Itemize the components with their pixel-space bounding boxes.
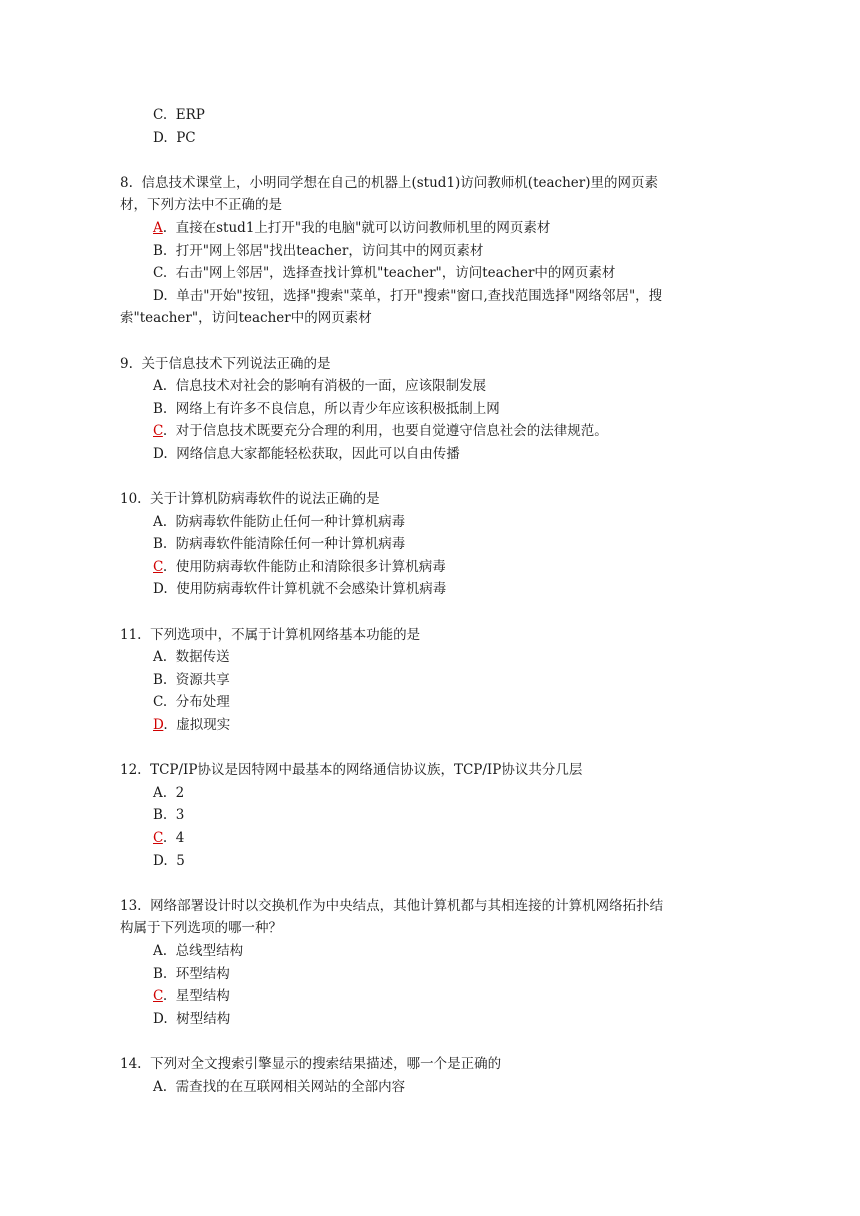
option-text: 2	[175, 784, 185, 801]
answer-letter: C	[153, 830, 163, 846]
option-separator: .	[163, 287, 177, 304]
question-block	[120, 1053, 740, 1098]
option-separator: .	[162, 242, 176, 259]
question-number: 8.	[120, 174, 133, 191]
option-text: 总线型结构	[175, 942, 244, 959]
previous-question-options	[120, 104, 740, 149]
option-text: 防病毒软件能清除任何一种计算机病毒	[175, 536, 406, 553]
option-row	[120, 375, 740, 398]
question-block	[120, 353, 740, 466]
answer-letter: D	[153, 717, 164, 734]
option-row	[120, 262, 740, 285]
option-text: 树型结构	[176, 1010, 231, 1027]
option-row	[120, 940, 740, 963]
option-letter: B	[153, 671, 163, 688]
question-number: 12.	[120, 762, 142, 779]
question-number: 11.	[120, 626, 142, 643]
question-text-continued: 材，下列方法中不正确的是	[120, 197, 282, 214]
option-separator: .	[162, 265, 176, 282]
option-letter: C	[153, 107, 163, 123]
option-letter: A	[153, 513, 163, 530]
option-separator: .	[163, 1010, 177, 1027]
option-row-correct	[120, 420, 740, 443]
option-text: 环型结构	[175, 965, 230, 982]
option-separator: .	[162, 807, 176, 824]
answer-letter: C	[153, 423, 163, 440]
question-text: 关于计算机防病毒软件的说法正确的是	[150, 491, 380, 508]
option-separator: .	[163, 717, 177, 734]
option-text: 4	[175, 830, 185, 846]
option-text: PC	[176, 129, 196, 146]
option-text: 需查找的在互联网相关网站的全部内容	[175, 1078, 406, 1095]
answer-letter: C	[153, 988, 163, 1005]
option-text-continued: 索"teacher"，访问teacher中的网页素材	[120, 310, 372, 327]
option-row-correct	[120, 217, 740, 240]
option-letter: C	[153, 265, 163, 282]
option-letter: B	[153, 807, 163, 824]
option-text: 资源共享	[175, 671, 230, 688]
option-letter: C	[153, 694, 163, 711]
option-separator: .	[162, 649, 176, 666]
option-separator: .	[162, 219, 176, 236]
option-row	[120, 533, 740, 556]
question-text: 网络部署设计时以交换机作为中央结点，其他计算机都与其相连接的计算机网络拓扑结	[150, 897, 664, 914]
option-text: 信息技术对社会的影响有消极的一面，应该限制发展	[175, 378, 487, 395]
option-row	[120, 127, 740, 150]
option-row	[120, 578, 740, 601]
option-row	[120, 669, 740, 692]
question-block	[120, 488, 740, 601]
question-stem	[120, 353, 740, 376]
question-number: 9.	[120, 355, 133, 372]
option-letter: A	[153, 649, 163, 666]
option-row	[120, 691, 740, 714]
option-letter: D	[153, 287, 164, 304]
option-row	[120, 240, 740, 263]
option-row-correct	[120, 827, 740, 850]
question-stem-line	[120, 895, 740, 918]
option-letter: D	[153, 1010, 164, 1027]
option-letter: B	[153, 536, 163, 553]
option-text: 虚拟现实	[176, 717, 231, 734]
option-letter: D	[153, 129, 164, 146]
option-separator: .	[162, 378, 176, 395]
option-separator: .	[162, 671, 176, 688]
option-text: 网络上有许多不良信息，所以青少年应该积极抵制上网	[175, 400, 500, 417]
question-block	[120, 759, 740, 872]
question-number-spacer	[141, 627, 150, 643]
option-letter: D	[153, 852, 164, 869]
option-separator: .	[162, 694, 176, 711]
option-separator: .	[162, 107, 176, 123]
question-stem	[120, 488, 740, 511]
option-letter: A	[153, 942, 163, 959]
question-number-spacer	[141, 762, 150, 778]
option-separator: .	[163, 852, 177, 869]
option-text: 3	[175, 807, 185, 824]
option-text: ERP	[175, 107, 205, 123]
option-separator: .	[162, 513, 176, 530]
option-separator: .	[162, 400, 176, 417]
question-stem	[120, 172, 740, 217]
option-text: 防病毒软件能防止任何一种计算机病毒	[175, 513, 406, 530]
question-list	[120, 172, 740, 1098]
option-row	[120, 646, 740, 669]
option-letter: A	[153, 378, 163, 395]
option-row	[120, 511, 740, 534]
option-row	[120, 1008, 740, 1031]
question-stem-line	[120, 353, 740, 376]
question-stem-line	[120, 1053, 740, 1076]
question-number: 13.	[120, 897, 142, 914]
option-letter: D	[153, 581, 164, 598]
question-stem-line	[120, 624, 740, 647]
option-text: 打开"网上邻居"找出teacher，访问其中的网页素材	[175, 242, 484, 259]
option-separator: .	[162, 536, 176, 553]
option-row-correct	[120, 714, 740, 737]
option-text: 分布处理	[175, 694, 230, 711]
option-text: 单击"开始"按钮，选择"搜索"菜单，打开"搜索"窗口,查找范围选择"网络邻居"，搜	[176, 287, 663, 304]
option-text: 使用防病毒软件计算机就不会感染计算机病毒	[176, 581, 447, 598]
option-separator: .	[162, 988, 176, 1005]
option-row	[120, 1076, 740, 1099]
question-number: 10.	[120, 491, 142, 508]
question-text: 关于信息技术下列说法正确的是	[141, 355, 331, 372]
option-text: 直接在stud1上打开"我的电脑"就可以访问教师机里的网页素材	[175, 219, 551, 236]
option-letter: B	[153, 400, 163, 417]
question-block	[120, 172, 740, 330]
question-stem-line	[120, 488, 740, 511]
question-block	[120, 624, 740, 737]
option-letter: B	[153, 965, 163, 982]
option-separator: .	[162, 942, 176, 959]
question-text-continued: 构属于下列选项的哪一种？	[120, 920, 282, 937]
option-row	[120, 850, 740, 873]
option-text: 星型结构	[175, 988, 230, 1005]
option-row	[120, 398, 740, 421]
question-stem	[120, 624, 740, 647]
option-separator: .	[162, 1078, 176, 1095]
option-text: 数据传送	[175, 649, 230, 666]
question-number-spacer	[141, 898, 150, 914]
option-letter: D	[153, 445, 164, 462]
option-separator: .	[163, 129, 177, 146]
option-text: 网络信息大家都能轻松获取，因此可以自由传播	[176, 445, 460, 462]
question-stem	[120, 1053, 740, 1076]
option-separator: .	[162, 830, 176, 846]
option-letter: A	[153, 1078, 163, 1095]
option-row-correct	[120, 985, 740, 1008]
option-letter: B	[153, 242, 163, 259]
option-separator: .	[162, 558, 176, 575]
question-number: 14.	[120, 1055, 142, 1072]
option-separator: .	[163, 581, 177, 598]
option-text: 对于信息技术既要充分合理的利用，也要自觉遵守信息社会的法律规范。	[175, 423, 608, 440]
question-number-spacer	[141, 1056, 150, 1072]
question-number-spacer	[141, 491, 150, 507]
option-text: 5	[176, 852, 185, 869]
question-stem-line	[120, 172, 740, 195]
option-row	[120, 285, 740, 308]
question-stem	[120, 759, 740, 782]
option-row	[120, 104, 740, 127]
answer-letter: A	[153, 219, 163, 236]
question-block	[120, 895, 740, 1031]
option-row	[120, 963, 740, 986]
option-text: 右击"网上邻居"，选择查找计算机"teacher"，访问teacher中的网页素材	[175, 265, 616, 282]
option-row-correct	[120, 556, 740, 579]
question-stem-line	[120, 759, 740, 782]
option-row	[120, 443, 740, 466]
answer-letter: C	[153, 558, 163, 575]
question-text: 下列选项中，不属于计算机网络基本功能的是	[150, 626, 421, 643]
option-row	[120, 804, 740, 827]
option-separator: .	[163, 445, 177, 462]
option-letter: A	[153, 784, 163, 801]
option-separator: .	[162, 784, 176, 801]
question-text: 下列对全文搜索引擎显示的搜索结果描述，哪一个是正确的	[150, 1055, 502, 1072]
option-row	[120, 782, 740, 805]
question-stem	[120, 895, 740, 940]
option-separator: .	[162, 965, 176, 982]
question-text: TCP/IP协议是因特网中最基本的网络通信协议族，TCP/IP协议共分几层	[150, 762, 583, 779]
question-text: 信息技术课堂上，小明同学想在自己的机器上(stud1)访问教师机(teacher)里的网页素	[141, 174, 658, 191]
option-text: 使用防病毒软件能防止和清除很多计算机病毒	[175, 558, 446, 575]
document-content	[120, 104, 740, 1098]
option-separator: .	[162, 423, 176, 440]
